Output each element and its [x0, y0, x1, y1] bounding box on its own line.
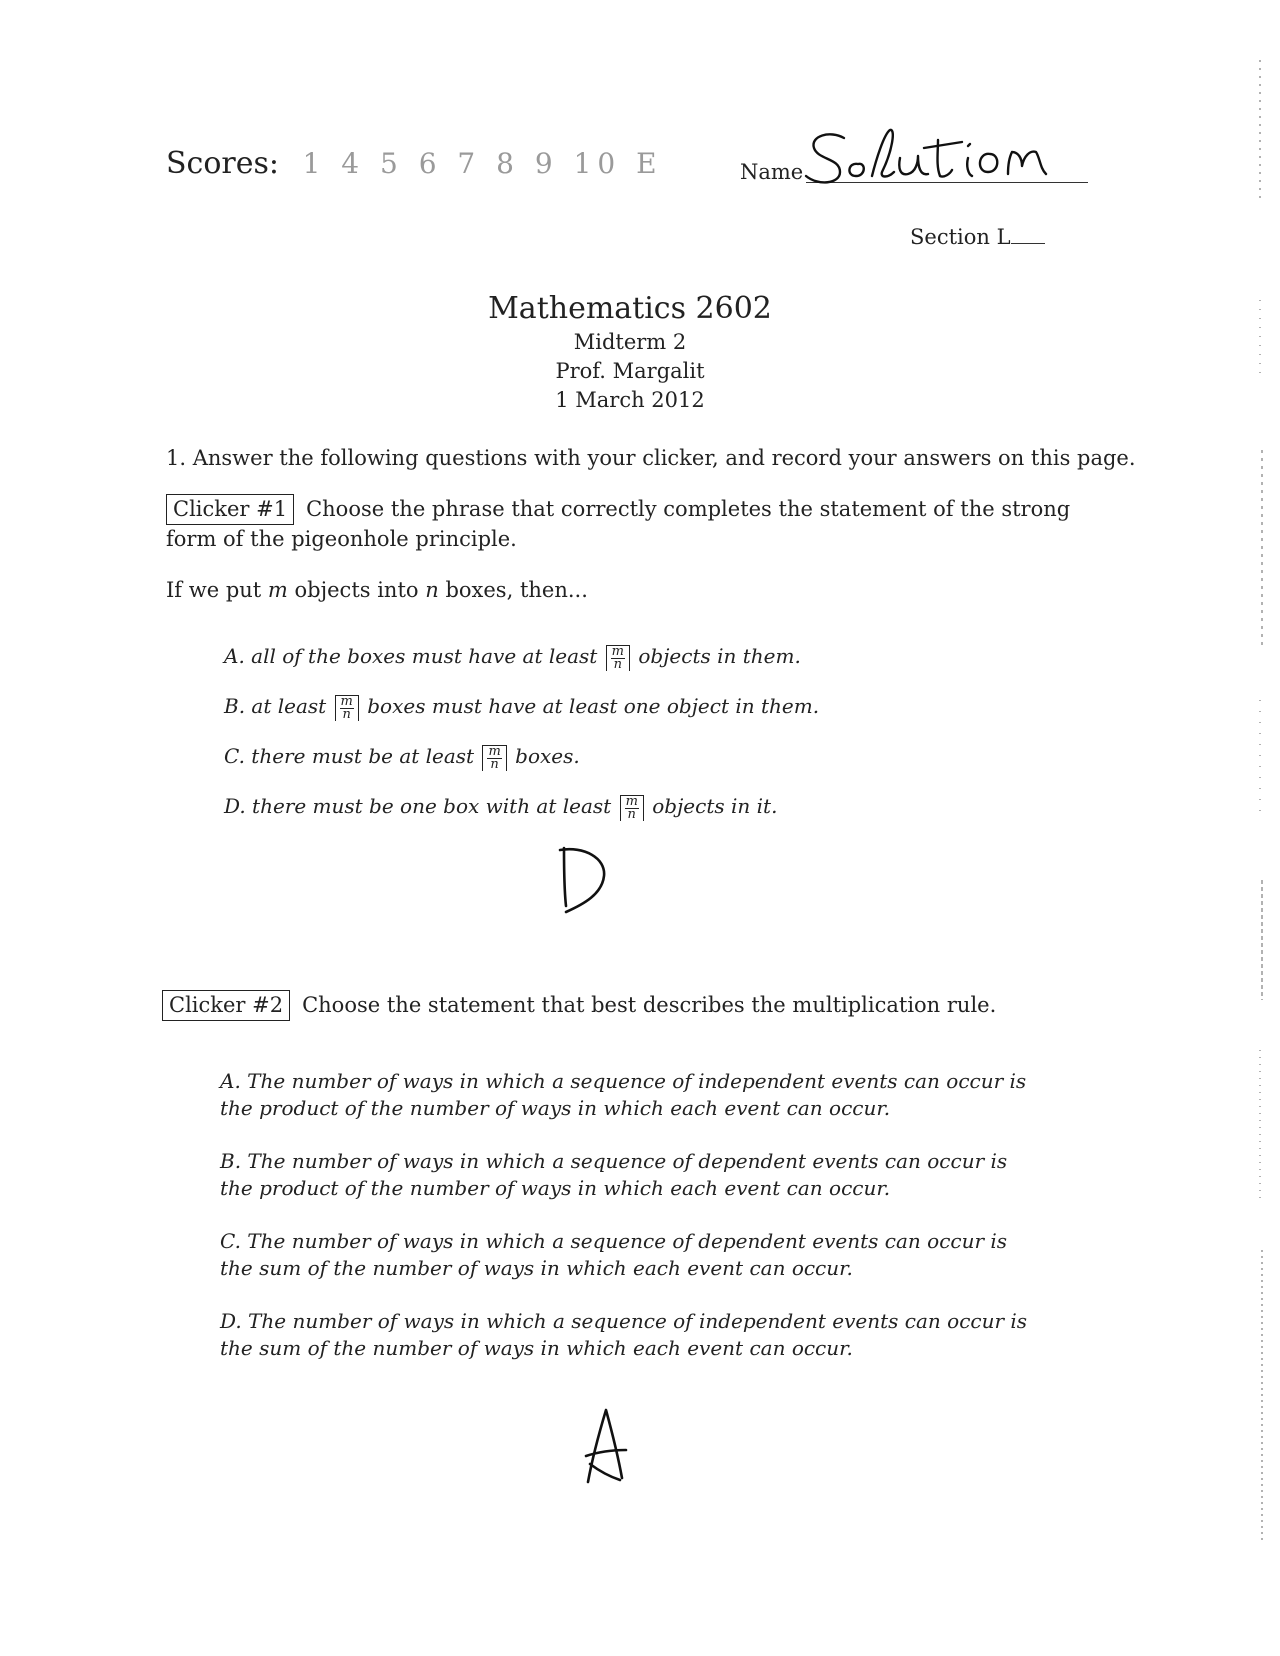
clicker-1-option-a: A. all of the boxes must have at least $\frac{m}{n}$ objects in them. [224, 643, 801, 672]
handwritten-answer-1 [554, 840, 614, 916]
exam-title-block [440, 290, 820, 415]
clicker-1-setup: If we put m objects into n boxes, then... [166, 578, 588, 602]
clicker-2-prompt [162, 990, 996, 1021]
exam-name: Midterm 2 [573, 330, 687, 354]
section-label: Section L [910, 225, 1011, 249]
clicker-2-text: Choose the statement that best describes the multiplication rule. [302, 993, 997, 1017]
clicker-1-option-c: C. there must be at least $\frac{m}{n}$ boxes. [224, 743, 580, 772]
scores-label: Scores: [166, 146, 280, 181]
clicker-2-option-a: A. The number of ways in which a sequence of independent events can occur is the product of the number of ways in which each event can occur. [220, 1069, 1027, 1120]
section-blank [1011, 225, 1045, 244]
clicker-1-text: Choose the phrase that correctly completes the statement of the strong form of the pigeonhole principle. [166, 497, 1071, 551]
name-label: Name [740, 160, 804, 184]
course-title: Mathematics 2602 [488, 291, 772, 326]
scan-edge-artifacts [1240, 0, 1280, 1656]
clicker-2-option-c: C. The number of ways in which a sequence of dependent events can occur is the sum of the number of ways in which each event can occur. [220, 1229, 1008, 1280]
section-field [910, 225, 1045, 249]
professor-name: Prof. Margalit [555, 359, 705, 383]
clicker-2-label: Clicker #2 [162, 990, 290, 1021]
clicker-1-label: Clicker #1 [166, 494, 294, 525]
clicker-1-prompt [166, 494, 1106, 553]
question-1-intro: 1. Answer the following questions with your clicker, and record your answers on this page. [166, 446, 1136, 470]
ceiling-fraction: $\frac{m}{n}$ [335, 695, 359, 721]
clicker-1-option-b: B. at least $\frac{m}{n}$ boxes must have at least one object in them. [224, 693, 820, 722]
exam-date: 1 March 2012 [555, 388, 705, 412]
clicker-2-option-d: D. The number of ways in which a sequence of independent events can occur is the sum of the number of ways in which each event can occur. [220, 1309, 1028, 1360]
clicker-2-option-b: B. The number of ways in which a sequence of dependent events can occur is the product of the number of ways in which each event can occur. [220, 1149, 1008, 1200]
ceiling-fraction: $\frac{m}{n}$ [482, 745, 506, 771]
clicker-1-option-d: D. there must be one box with at least $\frac{m}{n}$ objects in it. [224, 793, 778, 822]
ceiling-fraction: $\frac{m}{n}$ [620, 795, 644, 821]
handwritten-answer-2 [582, 1404, 632, 1488]
ceiling-fraction: $\frac{m}{n}$ [606, 645, 630, 671]
handwritten-name-solution [800, 116, 1090, 196]
scores-line [166, 146, 663, 181]
scores-numbers: 1 4 5 6 7 8 9 10 E [302, 147, 663, 180]
